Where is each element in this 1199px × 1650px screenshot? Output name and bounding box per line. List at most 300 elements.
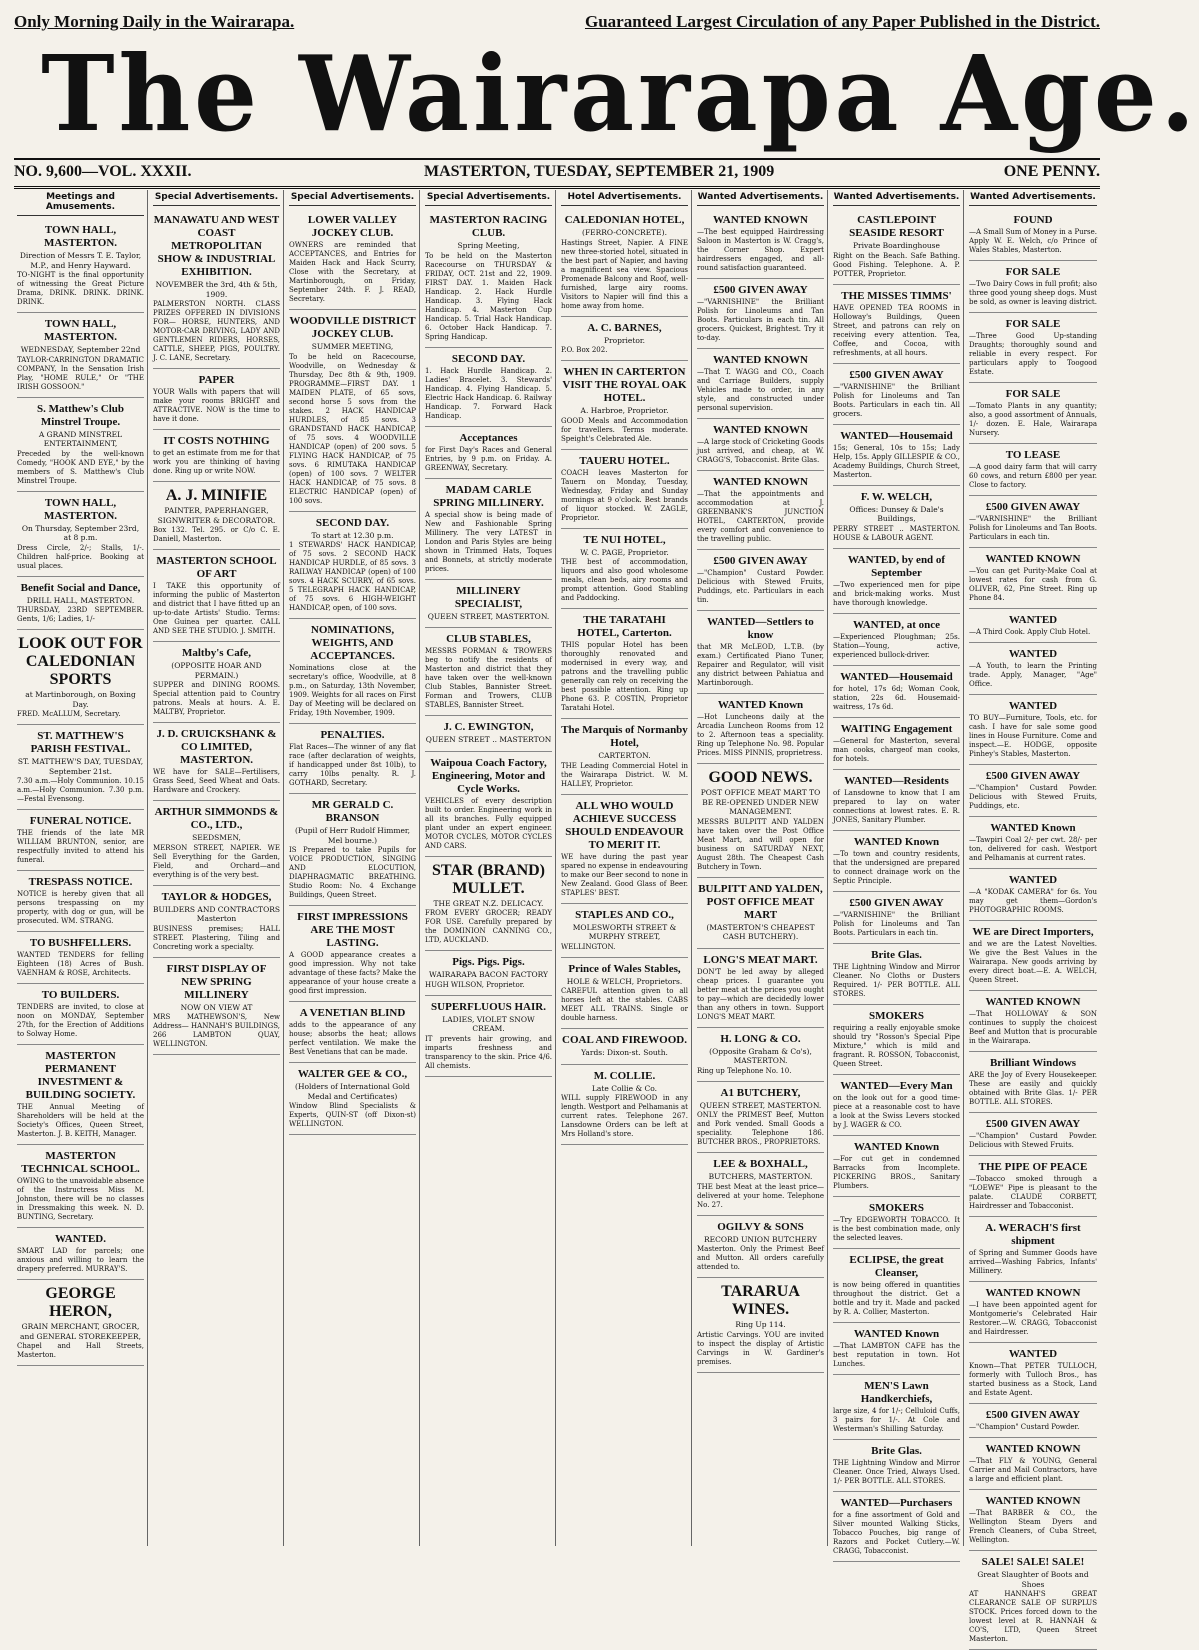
tagline-left: Only Morning Daily in the Wairarapa. — [14, 12, 295, 31]
advertisement — [289, 310, 416, 512]
ad-heading: WANTED — [1008, 874, 1058, 886]
ad-body: WANTED TENDERS for felling Eighteen (18) Acres of Bush. VAENHAM & ROSE, Architects. — [17, 951, 144, 977]
advertisement — [17, 313, 144, 398]
ad-body: Masterton. Only the Primest Beef and Mutton. All orders carefully attended to. — [697, 1245, 824, 1271]
ad-heading: £500 GIVEN AWAY — [713, 284, 808, 296]
ad-heading: WANTED KNOWN — [985, 1495, 1081, 1507]
advertisement — [969, 1438, 1097, 1490]
ad-body: WE have for SALE—Fertilisers, Grass Seed, Seed Wheat and Oats. Hardware and Crockery. — [153, 768, 280, 794]
advertisement — [425, 857, 552, 952]
ad-heading: ARTHUR SIMMONDS & CO., LTD., — [154, 806, 279, 831]
ad-heading: MASTERTON SCHOOL OF ART — [156, 555, 277, 580]
column-5 — [558, 190, 692, 1546]
ad-body: THURSDAY, 23RD SEPTEMBER. Gents, 1/6; Ladies, 1/- — [17, 606, 144, 623]
ad-body: —To town and country residents, that the undersigned are prepared to connect drainage work on the Septic Principle. — [833, 849, 960, 885]
ad-heading: ALL WHO WOULD ACHIEVE SUCCESS SHOULD ENDEAVOUR TO MERIT IT. — [565, 799, 684, 851]
ad-heading: FOR SALE — [1005, 388, 1061, 400]
advertisement — [969, 1551, 1097, 1650]
advertisement — [969, 1217, 1097, 1282]
advertisement — [289, 619, 416, 724]
ad-heading: WE are Direct Importers, — [972, 926, 1094, 938]
advertisement — [17, 630, 144, 725]
advertisement — [833, 1197, 960, 1249]
column-header: Wanted Advertisements. — [833, 190, 960, 206]
advertisement — [833, 1323, 960, 1375]
ad-body: adds to the appearance of any house; absorbs the heat; allows perfect ventilation. We make the Best Venetians that can be made. — [289, 1021, 416, 1056]
ad-body: —Three Good Up-standing Draughts; thoroughly sound and reliable in every respect. For particulars apply to Toogood Estate. — [969, 332, 1097, 376]
ad-heading: FOR SALE — [1005, 266, 1061, 278]
ad-body: To be held on the Masterton Racecourse on THURSDAY & FRIDAY, OCT. 21st and 22, 1909. FIRST DAY. 1. Maiden Hack Handicap. 2. Hack Hurdle Handicap. 3. Flying Hack Handicap. 4. Masterton Cup Handicap. 5. Trial Hack Handicap. 6. October Hack Handicap. 7. Spring Handicap. — [425, 251, 552, 341]
ad-subheading: Late Collie & Co. — [591, 1083, 658, 1093]
ad-body: —Tawpiri Coal 2/- per cwt. 28/- per ton, delivered for cash. Westport and Pelhamanis at current rates. — [969, 836, 1097, 862]
ad-heading: THE PIPE OF PEACE — [978, 1161, 1088, 1173]
ad-heading: WANTED KNOWN — [985, 553, 1081, 565]
ad-heading: WANTED Known — [717, 699, 804, 711]
advertisement — [561, 1029, 688, 1065]
ad-heading: CLUB STABLES, — [446, 633, 531, 645]
ad-heading: THE TARATAHI HOTEL, Carterton. — [577, 614, 672, 639]
ad-body: —That the appointments and accommodation at J. GREENBANK'S JUNCTION HOTEL, CARTERTON, provide every comfort and convenience to the travelling public. — [697, 490, 824, 543]
advertisement — [969, 609, 1097, 643]
ad-body: —Two Dairy Cows in full profit; also three good young sheep dogs. Must be sold, as owner is leaving district. — [969, 280, 1097, 306]
advertisement — [969, 765, 1097, 817]
ad-body: IT prevents hair growing, and imparts freshness and transparency to the skin. Price 4/6. All chemists. — [425, 1034, 552, 1070]
ad-body: —Tomato Plants in any quantity; also, a good assortment of Annuals, 1/- dozen. E. Hale, Wairarapa Nursery. — [969, 402, 1097, 437]
ad-heading: £500 GIVEN AWAY — [985, 770, 1081, 782]
ad-body: for First Day's Races and General Entries, by 9 p.m. on Friday. A. GREENWAY, Secretary. — [425, 445, 552, 472]
ad-body: Dress Circle, 2/-; Stalls, 1/-. Children half-price. Booking at usual places. — [17, 543, 144, 570]
ad-heading: WANTED KNOWN — [985, 1287, 1081, 1299]
ad-body: CAREFUL attention given to all horses left at the stables. CABS MEET ALL TRAINS. Single or double harness. — [561, 987, 688, 1022]
advertisement-columns — [14, 190, 1100, 1643]
ad-heading: WOODVILLE DISTRICT JOCKEY CLUB. — [289, 315, 416, 340]
ad-heading: IT COSTS NOTHING — [163, 435, 270, 447]
ad-body: —That T. WAGG and CO., Coach and Carriage Builders, supply Vehicles made to order, in any style, and constructed under personal supervision. — [697, 368, 824, 412]
advertisement — [833, 425, 960, 486]
ad-heading: WANTED—Housemaid — [840, 429, 953, 442]
advertisement — [969, 1156, 1097, 1217]
advertisement — [17, 219, 144, 313]
ad-subheading: SUMMER MEETING, — [311, 342, 394, 351]
ad-body: THIS popular Hotel has been thoroughly renovated and modernised in every way, and patrons and the travelling public generally can rely on receiving the best possible attention. Ring up Phone 63. P. COSTIN, Proprietor Taratahi Hotel. — [561, 641, 688, 712]
ad-heading: STAR (BRAND) MULLET. — [431, 861, 546, 897]
ad-heading: WANTED Known — [990, 822, 1076, 834]
ad-body: 7.30 a.m.—Holy Communion. 10.15 a.m.—Holy Communion. 7.30 p.m.—Festal Evensong. — [17, 777, 144, 803]
ad-heading: £500 GIVEN AWAY — [985, 1409, 1081, 1421]
ad-heading: WANTED—Housemaid — [840, 670, 953, 683]
ad-subheading: (Holders of International Gold Medal and Certificates) — [295, 1082, 410, 1101]
ad-subheading: QUEEN STREET .. MASTERTON — [425, 735, 552, 744]
advertisement — [969, 496, 1097, 548]
ad-body: Known—That PETER TULLOCH, formerly with Tulloch Bros., has started business as a Stock, Land and Estate Agent. — [969, 1362, 1097, 1397]
ad-body: —The best equipped Hairdressing Saloon in Masterton is W. Cragg's, the Corner Shop. Expert hairdressers engaged, and all-round satisfaction guaranteed. — [697, 228, 824, 272]
ad-body: and we are the Latest Novelties. We give the Best Values in the Wairarapa. New goods arriving by every direct boat.—E. A. WELCH, Queen Street. — [969, 940, 1097, 984]
column-header: Wanted Advertisements. — [969, 190, 1097, 206]
advertisement — [17, 1145, 144, 1228]
ad-body: Nominations close at the secretary's office, Woodville, at 8 p.m., on Saturday, 13th November, 1909. Weights for all races on First Day of Meeting will be declared on Friday, 19th November, 1909. — [289, 664, 416, 717]
ad-subheading: CARTERTON. — [598, 751, 651, 760]
ad-body: MERSON STREET, NAPIER. WE Sell Everything for the Garden, Field, and Orchard—and everything is of the very best. — [153, 843, 280, 879]
ad-heading: PENALTIES. — [320, 729, 385, 741]
ad-subheading: RECORD UNION BUTCHERY — [704, 1234, 817, 1244]
ad-subheading: A. Harbroe, Proprietor. — [580, 406, 669, 415]
ad-heading: FOR SALE — [1005, 318, 1061, 330]
ad-subheading: WEDNESDAY, September 22nd — [20, 345, 141, 354]
ad-subheading: Spring Meeting, — [457, 241, 520, 250]
ad-heading: WANTED—Purchasers — [840, 1496, 953, 1509]
dateline-bar — [14, 158, 1100, 189]
ad-body: 1. Hack Hurdle Handicap. 2. Ladies' Bracelet. 3. Stewards' Handicap. 4. Flying Handicap. 5. Electric Hack Handicap. 6. Railway Handicap. 7. Forward Hack Handicap. — [425, 366, 552, 420]
advertisement — [561, 317, 688, 362]
ad-body: OWING to the unavoidable absence of the Instructress Miss M. Johnston, there will be no classes in Dressmaking this week. N. D. BUNTING, Secretary. — [17, 1177, 144, 1221]
advertisement — [289, 794, 416, 906]
advertisement — [561, 450, 688, 529]
ad-heading: TAUERU HOTEL. — [579, 454, 670, 467]
ad-body: WILL supply FIREWOOD in any length. Westport and Pelhamanis at current rates. Telephone 267. Lansdowne Orders can be left at Mrs Holland's store. — [561, 1094, 688, 1138]
ad-subheading: at Martinborough, on Boxing Day. — [25, 690, 136, 709]
ad-body: that MR McLEOD, L.T.B. (by exam.) Certificated Piano Tuner, Repairer and Regulator, will visit any district between Pahiatua and Martinborough. — [697, 643, 824, 687]
ad-body: —"VARNISHINE" the Brilliant Polish for Linoleums and Tan Boots. Particulars in each tin. — [969, 515, 1097, 541]
advertisement — [17, 932, 144, 984]
ad-body: HAVE OPENED TEA ROOMS in Holloway's Buildings, Queen Street, and patrons can rely on receiving every attention. Tea, Coffee, and Cocoa, with refreshments, at all hours. — [833, 303, 960, 357]
ad-body: to get an estimate from me for that work you are thinking of having done. Ring up or write NOW. — [153, 449, 280, 475]
advertisement — [969, 869, 1097, 921]
advertisement — [833, 1440, 960, 1492]
ad-body: for hotel, 17s 6d; Woman Cook, station, 22s 6d. Housemaid-waitress, 17s 6d. — [833, 684, 960, 711]
ad-body: of Spring and Summer Goods have arrived—Washing Fabrics, Infants' Millinery. — [969, 1249, 1097, 1275]
advertisement — [289, 512, 416, 620]
ad-body: To be held on Racecourse, Woodville, on Wednesday & Thursday, Dec 8th & 9th, 1909. PROGRAMME—FIRST DAY. 1 MAIDEN PLATE, of 65 sovs, second horse 5 sovs from the stakes. 2 HACK HANDICAP HURDLES, of 85 sovs. 3 GRANDSTAND HACK HANDICAP, of 75 sovs. 4 WOODVILLE HANDICAP (open) of 200 sovs. 5 FLYING HACK HANDICAP, of 75 sovs. 6 RIMUTAKA HANDICAP (open) of 100 sovs. 7 WELTER HACK HANDICAP, of 75 sovs. 8 ELECTRIC HANDICAP (open) of 100 sovs. — [289, 352, 416, 505]
ad-heading: SECOND DAY. — [315, 516, 390, 529]
ad-body: AT HANNAH'S GREAT CLEARANCE SALE OF SURPLUS STOCK. Prices forced down to the lowest level at R. HANNAH & CO'S, LTD, Queen Street Masterton. — [969, 1590, 1097, 1643]
ad-body: PERRY STREET .. MASTERTON. HOUSE & LABOUR AGENT. — [833, 524, 960, 542]
ad-subheading: QUEEN STREET, MASTERTON. — [427, 611, 550, 621]
ad-heading: WANTED — [1008, 614, 1058, 626]
ad-body: THE best of accommodation, liquors and also good wholesome meals, clean beds, airy rooms and prompt attention. Good Stabling and Paddocking. — [561, 558, 688, 602]
ad-heading: PAPER — [198, 374, 235, 386]
ad-subheading: Yards: Dixon-st. South. — [581, 1048, 668, 1057]
advertisement — [153, 482, 280, 550]
advertisement — [289, 906, 416, 1002]
ad-heading: Acceptances — [459, 431, 518, 444]
advertisement — [697, 949, 824, 1028]
advertisement — [153, 369, 280, 430]
advertisement — [153, 642, 280, 723]
ad-subheading: LADIES, VIOLET SNOW CREAM. — [442, 1014, 535, 1033]
advertisement — [969, 1052, 1097, 1113]
ad-heading: LONG'S MEAT MART. — [703, 953, 818, 966]
ad-body: —"Champion" Custard Powder. — [969, 1423, 1080, 1431]
ad-heading: Pigs. Pigs. Pigs. — [452, 956, 525, 968]
ad-body: TO BUY—Furniture, Tools, etc. for cash. I have for sale some good lines in House Furniture. Come and inspect.—E. HODGE, opposite Pinhey's Stables, Masterton. — [969, 714, 1097, 758]
ad-heading: CASTLEPOINT SEASIDE RESORT — [849, 214, 944, 239]
advertisement — [697, 349, 824, 419]
ad-body: —Hot Luncheons daily at the Arcadia Luncheon Rooms from 12 to 2. Afternoon teas a speciality. Ring up Telephone No. 98. Popular Prices. MISS PINNIS, proprietress. — [697, 713, 824, 757]
ad-heading: WANTED — [1008, 648, 1058, 660]
advertisement — [153, 550, 280, 642]
column-header: Special Advertisements. — [425, 190, 552, 206]
ad-body: requiring a really enjoyable smoke should try "Rosson's Special Pipe Mixture," which is mild and fragrant. R. ROSSON, Tobacconist, Queen Street. — [833, 1023, 960, 1068]
column-3 — [286, 190, 420, 1546]
ad-body: THE best Meat at the least price—delivered at your home. Telephone No. 27. — [697, 1182, 824, 1209]
advertisement — [561, 958, 688, 1030]
advertisement — [697, 1028, 824, 1082]
advertisement — [969, 444, 1097, 496]
ad-heading: MASTERTON RACING CLUB. — [429, 214, 548, 239]
advertisement — [969, 548, 1097, 609]
advertisement — [697, 1153, 824, 1216]
ad-subheading: Ring Up 114. — [735, 1320, 786, 1329]
ad-heading: £500 GIVEN AWAY — [849, 368, 944, 381]
ad-heading: CALEDONIAN HOTEL, — [564, 214, 685, 226]
ad-heading: WAITING Engagement — [840, 722, 953, 735]
ad-heading: WANTED Known — [853, 1327, 940, 1340]
advertisement — [17, 725, 144, 810]
ad-body: P.O. Box 202. — [561, 346, 608, 354]
ad-heading: LOOK OUT FOR CALEDONIAN SPORTS — [18, 635, 143, 688]
ad-heading: A. WERACH'S first shipment — [985, 1222, 1081, 1247]
ad-heading: A. J. MINIFIE — [165, 487, 268, 504]
ad-subheading: On Thursday, September 23rd, at 8 p.m. — [21, 523, 140, 542]
column-7 — [830, 190, 964, 1555]
ad-subheading: (MASTERTON'S CHEAPEST CASH BUTCHERY). — [706, 922, 815, 941]
advertisement — [833, 1375, 960, 1440]
ad-subheading: HOLE & WELCH, Proprietors. — [566, 976, 683, 986]
ad-body: Right on the Beach. Safe Bathing. Good Fishing. Telephone. A. P. POTTER, Proprietor. — [833, 251, 960, 278]
ad-subheading: NOVEMBER the 3rd, 4th & 5th, 1909. — [155, 280, 278, 299]
ad-heading: WANTED Known — [853, 1140, 940, 1153]
ad-body: —That HOLLOWAY & SON continues to supply the choicest Beef and Mutton that is procurable in the Wairarapa. — [969, 1010, 1097, 1045]
ad-body: Hastings Street, Napier. A FINE new three-storied hotel, situated in the best part of Napier, and having a magnificent sea view. Spacious Promenade Balcony and Roof, well-furnished, large airy rooms. Visitors to Napier will find this a home away from home. — [561, 238, 688, 310]
ad-body: for a fine assortment of Gold and Silver mounted Walking Sticks, Tobacco Pouches, big range of Razors and Pocket Cutlery.—W. CRAGG, Tobacconist. — [833, 1510, 960, 1555]
advertisement — [17, 984, 144, 1045]
ad-body: —I have been appointed agent for Montgomerie's Celebrated Hair Restorer.—W. CRAGG, Tobacconist and Hairdresser. — [969, 1301, 1097, 1336]
ad-subheading: To start at 12.30 p.m. — [311, 530, 394, 540]
advertisement — [833, 944, 960, 1005]
ad-heading: WHEN IN CARTERTON VISIT THE ROYAL OAK HOTEL. — [562, 366, 687, 404]
ad-heading: £500 GIVEN AWAY — [713, 555, 808, 567]
advertisement — [697, 1082, 824, 1154]
ad-heading: S. Matthew's Club Minstrel Troupe. — [36, 402, 125, 428]
advertisement — [697, 878, 824, 949]
ad-body: —A large stock of Cricketing Goods just arrived, and cheap, at W. CRAGG'S, Tobacconist. Brite Glas. — [697, 438, 824, 464]
advertisement — [833, 1249, 960, 1323]
ad-body: Window Blind Specialists & Experts, QUIN-ST (off Dixon-st) WELLINGTON. — [289, 1102, 416, 1128]
advertisement — [833, 1136, 960, 1197]
ad-heading: TARARUA WINES. — [721, 1283, 800, 1318]
advertisement — [425, 996, 552, 1077]
ad-subheading: QUEEN STREET, MASTERTON. — [699, 1100, 822, 1110]
advertisement — [17, 577, 144, 631]
ad-heading: FIRST IMPRESSIONS ARE THE MOST LASTING. — [297, 911, 408, 949]
advertisement — [833, 718, 960, 770]
advertisement — [969, 1343, 1097, 1404]
ad-body: —A "KODAK CAMERA" for 6s. You may get them—Gordon's PHOTOGRAPHIC ROOMS. — [969, 888, 1097, 914]
ad-heading: NOMINATIONS, WEIGHTS, AND ACCEPTANCES. — [310, 624, 395, 662]
ad-heading: Prince of Wales Stables, — [568, 962, 681, 975]
ad-heading: WANTED KNOWN — [712, 424, 809, 436]
advertisement — [833, 1075, 960, 1136]
ad-body: TAYLOR-CARRINGTON DRAMATIC COMPANY, In the Sensation Irish Play, "HOME RULE," Or "THE IRISH GOSSOON." — [17, 355, 144, 391]
ad-subheading: SEEDSMEN, — [192, 833, 241, 842]
tagline-right: Guaranteed Largest Circulation of any Paper Published in the District. — [584, 12, 1100, 31]
advertisement — [561, 361, 688, 450]
advertisement — [289, 1002, 416, 1063]
ad-body: —A Small Sum of Money in a Purse. Apply W. E. Welch, c/o Prince of Wales Stables, Masterton. — [969, 228, 1097, 254]
advertisement — [697, 279, 824, 349]
advertisement — [697, 694, 824, 764]
advertisement — [969, 1282, 1097, 1343]
ad-subheading: PAINTER, PAPERHANGER, SIGNWRITER & DECORATOR. — [157, 506, 276, 525]
ad-heading: TO BUILDERS. — [41, 989, 120, 1001]
ad-body: DON'T be led away by alleged cheap prices. I guarantee you better meat at the prices you ought to pay—which are decidedly lower than any others in town. Support LONG'S MEAT MART. — [697, 967, 824, 1021]
ad-subheading: A GRAND MINSTREL ENTERTAINMENT, — [38, 429, 123, 448]
ad-heading: WANTED—Settlers to know — [707, 616, 814, 641]
ad-heading: ST. MATTHEW'S PARISH FESTIVAL. — [30, 730, 131, 755]
ad-body: NOTICE is hereby given that all persons trespassing on my property, with dog or gun, will be prosecuted. WM. STRANG. — [17, 890, 144, 925]
ad-heading: TO LEASE — [1005, 449, 1061, 461]
ad-heading: WANTED KNOWN — [985, 1443, 1081, 1455]
advertisement — [153, 430, 280, 482]
ad-body: Flat Races—The winner of any flat race (after declaration of weights, if handicapped under 8st 10lb), to carry 10lbs penalty. R. J. GOTHARD, Secretary. — [289, 743, 416, 787]
issue-number: NO. 9,600—VOL. XXXII. — [14, 163, 192, 180]
ad-heading: Brilliant Windows — [989, 1057, 1077, 1069]
ad-body: Box 132. Tel. 295. or C/o C. E. Daniell, Masterton. — [153, 526, 280, 543]
ad-heading: Brite Glas. — [871, 948, 922, 961]
ad-body: A special show is being made of New and Fashionable Spring Millinery. The very LATEST in London and Paris Styles are being shown in Trimmed Hats, Toques and Bonnets, at strictly moderate prices. — [425, 510, 552, 573]
ad-subheading: Private Boardinghouse — [853, 241, 940, 250]
ad-heading: SECOND DAY. — [451, 352, 526, 365]
ad-body: THE Annual Meeting of Shareholders will be held at the Society's Offices, Queen Street, Masterton. J. B. KEITH, Manager. — [17, 1103, 144, 1138]
advertisement — [561, 1065, 688, 1146]
ad-body: —Experienced Ploughman; 25s. Station—Young, active, experienced bullock-driver. — [833, 632, 960, 659]
price: ONE PENNY. — [1003, 163, 1100, 180]
ad-heading: £500 GIVEN AWAY — [985, 501, 1081, 513]
advertisement — [153, 723, 280, 801]
advertisement — [561, 209, 688, 317]
advertisement — [153, 801, 280, 886]
ad-body: BUSINESS premises; HALL STREET. Plastering, Tiling and Concreting work a specialty. — [153, 924, 280, 951]
ad-heading: TOWN HALL, MASTERTON. — [43, 224, 118, 249]
ad-subheading: (OPPOSITE HOAR AND PERMAIN.) — [171, 661, 262, 680]
ad-heading: LEE & BOXHALL, — [713, 1158, 808, 1170]
advertisement — [17, 810, 144, 871]
advertisement — [697, 1278, 824, 1373]
ad-body: I TAKE this opportunity of informing the public of Masterton and district that I have fitted up an up-to-date Artists' Studio. Terms: One Guinea per quarter. CALL AND SEE THE STUDIO. J. SMITH. — [153, 582, 280, 635]
ad-body: —"Champion" Custard Powder. Delicious with Stewed Fruits. — [969, 1132, 1097, 1149]
ad-body: —That FLY & YOUNG, General Carrier and Mail Contractors, have a large and efficient plant. — [969, 1457, 1097, 1483]
place-and-date: MASTERTON, TUESDAY, SEPTEMBER 21, 1909 — [424, 163, 775, 180]
column-8 — [966, 190, 1100, 1643]
ad-body: —"VARNISHINE" the Brilliant Polish for Linoleums and Tan Boots. Particulars in each tin. All grocers. — [833, 382, 960, 418]
advertisement — [561, 529, 688, 610]
ad-body: —Tobacco smoked through a "LOEWE" Pipe is pleasant to the palate. CLAUDE CORBETT, Hairdresser and Tobacconist. — [969, 1175, 1097, 1210]
ad-heading: TOWN HALL, MASTERTON. — [43, 318, 118, 343]
ad-body: —"Champion" Custard Powder. Delicious with Stewed Fruits, Puddings, etc. Particulars in each tin. — [697, 569, 824, 604]
advertisement — [425, 348, 552, 427]
ad-body: WE have during the past year spared no expense in endeavouring to make our Beer second to none in New Zealand. Good Glass of Beer. STAPLES' BEST. — [561, 852, 688, 897]
ad-heading: WALTER GEE & CO., — [297, 1068, 408, 1080]
advertisement — [425, 209, 552, 348]
ad-subheading: MOLESWORTH STREET & MURPHY STREET, — [572, 922, 677, 941]
ad-body: VEHICLES of every description built to order. Engineering work in all its branches. Fully equipped plant under an expert engineer. MOTOR CYCLES, MOTOR CYCLES AND CARS. — [425, 796, 552, 850]
ad-heading: STAPLES AND CO., — [575, 908, 674, 921]
ad-heading: MASTERTON TECHNICAL SCHOOL. — [21, 1150, 140, 1175]
ad-subheading: W. C. PAGE, Proprietor. — [580, 547, 669, 557]
advertisement — [969, 1490, 1097, 1551]
ad-subheading: NOW ON VIEW AT — [180, 1002, 253, 1012]
ad-body: —For cut get in condemned Barracks from Incomplete. PICKERING BROS., Sanitary Plumbers. — [833, 1154, 960, 1190]
ad-heading: TRESPASS NOTICE. — [28, 876, 133, 888]
advertisement — [697, 419, 824, 471]
ad-body: —"VARNISHINE" the Brilliant Polish for Linoleums and Tan Boots. Particulars in each tin. All grocers. Quickest, Brightest. Try it to-day. — [697, 298, 824, 342]
ad-subheading: BUILDERS AND CONTRACTORS Masterton — [153, 904, 280, 923]
ad-heading: WANTED KNOWN — [985, 996, 1081, 1008]
ad-body: large size, 4 for 1/-; Celluloid Cuffs, 3 pairs for 1/-. At Cole and Westerman's Shilling Saturday. — [833, 1406, 960, 1433]
ad-body: 15s; General, 10s to 15s; Lady Help, 15s. Apply GILLESPIE & CO., Academy Buildings, Church Street, Masterton. — [833, 443, 960, 479]
advertisement — [833, 1492, 960, 1562]
ad-heading: WANTED — [1008, 700, 1058, 712]
ad-subheading: Proprietor. — [603, 335, 646, 345]
ad-body: ARE the Joy of Every Housekeeper. These are easily and quickly obtained with Brite Glas. 1/- PER BOTTLE. ALL STORES. — [969, 1071, 1097, 1106]
advertisement — [833, 666, 960, 718]
ad-body: —That BARBER & CO., the Wellington Steam Dyers and French Cleaners, of Cuba Street, Wellington. — [969, 1509, 1097, 1544]
ad-heading: BULPITT AND YALDEN, POST OFFICE MEAT MART — [698, 882, 823, 921]
advertisement — [969, 313, 1097, 383]
ad-heading: WANTED—Residents — [844, 774, 949, 787]
advertisement — [289, 209, 416, 310]
ad-heading: ECLIPSE, the great Cleanser, — [849, 1253, 944, 1279]
ad-heading: GOOD NEWS. — [708, 769, 813, 786]
ad-body: THE Lightning Window and Mirror Cleaner. Once Tried, Always Used. 1/- PER BOTTLE. ALL STORES. — [833, 1458, 960, 1485]
ad-body: of Lansdowne to know that I am prepared to lay on water connections at lowest rates. E. R. JONES, Sanitary Plumber. — [833, 788, 960, 824]
ad-heading: MANAWATU AND WEST COAST METROPOLITAN SHOW & INDUSTRIAL EXHIBITION. — [153, 214, 280, 278]
ad-body: TO-NIGHT is the final opportunity of witnessing the Great Picture Drama, DRINK. DRINK. DRINK. DRINK. — [17, 271, 144, 306]
advertisement — [153, 958, 280, 1056]
ad-heading: WANTED—Every Man — [840, 1079, 953, 1092]
ad-body: Artistic Carvings. YOU are invited to inspect the display of Artistic Carvings in W. Gardiner's premises. — [697, 1330, 824, 1366]
ad-body: Preceded by the well-known Comedy, "HOOK AND EYE," by the members of S. Matthew's Club Minstrel Troupe. — [17, 449, 144, 485]
column-header: Hotel Advertisements. — [561, 190, 688, 206]
advertisement — [833, 614, 960, 666]
ad-body: on the look out for a good time-piece at a reasonable cost to have a look at the Swiss Levers stocked by J. WAGER & CO. — [833, 1093, 960, 1129]
ad-body: THE Leading Commercial Hotel in the Wairarapa District. W. M. HALLEY, Proprietor. — [561, 761, 688, 788]
ad-heading: FUNERAL NOTICE. — [29, 815, 132, 827]
ad-subheading: (Pupil of Herr Rudolf Himmer, Mel bourne.) — [294, 826, 411, 845]
ad-body: Chapel and Hall Streets, Masterton. — [17, 1342, 144, 1359]
ad-subheading: Offices: Dunsey & Dale's Buildings, — [849, 504, 944, 523]
column-6 — [694, 190, 828, 1546]
advertisement — [697, 471, 824, 550]
advertisement — [833, 549, 960, 614]
ad-heading: J. C. EWINGTON, — [443, 721, 534, 733]
ad-body: TENDERS are invited, to close at noon on MONDAY, September 27th, for the Erection of Additions to Solway Home. — [17, 1003, 144, 1038]
ad-heading: TOWN HALL, MASTERTON. — [43, 496, 118, 522]
ad-subheading: THE GREAT N.Z. DELICACY. — [433, 898, 544, 908]
ad-body: COACH leaves Masterton for Tauern on Monday, Tuesday, Wednesday, Friday and Sunday mornings at 9 o'clock. Best brands of liquor stocked. W. ZAGLE, Proprietor. — [561, 468, 688, 522]
advertisement — [833, 486, 960, 549]
ad-heading: SALE! SALE! SALE! — [981, 1556, 1085, 1568]
ad-body: FROM EVERY GROCER; READY FOR USE. Carefully prepared by the DOMINION CANNING CO., LTD, AUCKLAND. — [425, 909, 552, 944]
ad-body: —You can get Purity-Make Coal at lowest rates for cash from G. OLIVER, 62, Pine Street. Ring up Phone 84. — [969, 567, 1097, 602]
newspaper-title: The Wairarapa Age. — [41, 32, 1199, 155]
ad-heading: £500 GIVEN AWAY — [849, 896, 944, 909]
ad-heading: A VENETIAN BLIND — [299, 1007, 406, 1019]
advertisement — [425, 628, 552, 716]
column-header: Meetings and Amusements. — [17, 190, 144, 216]
ad-heading: THE MISSES TIMMS' — [841, 289, 952, 302]
advertisement — [969, 817, 1097, 869]
